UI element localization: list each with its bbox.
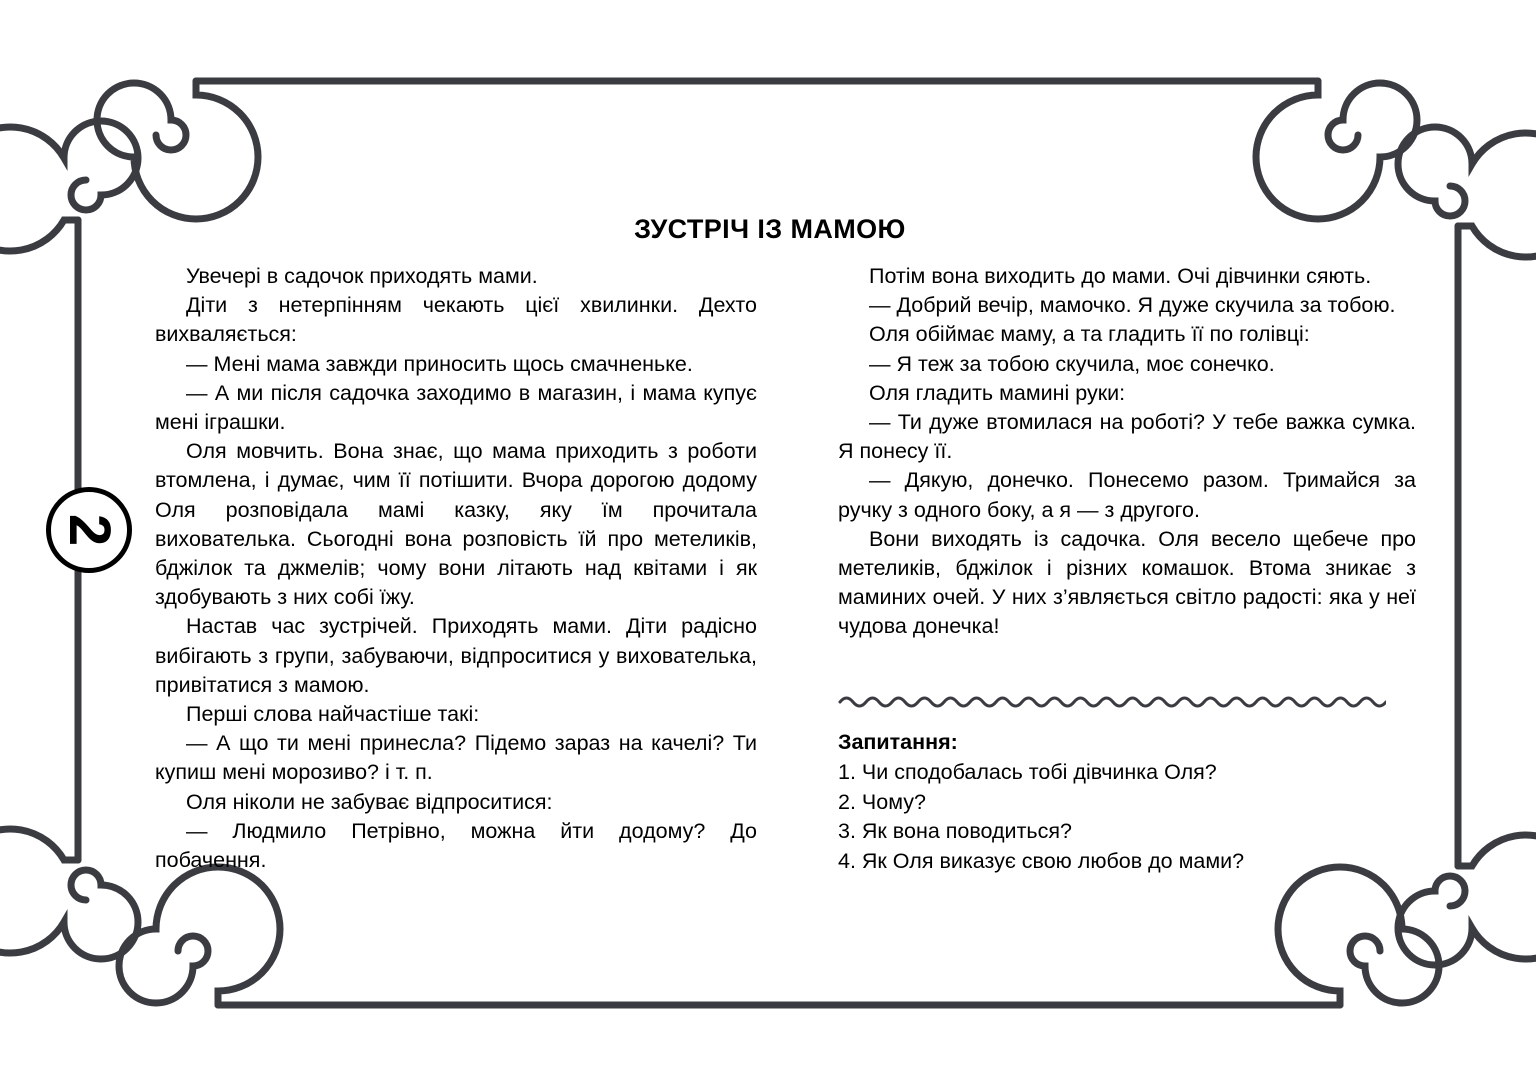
paragraph: Перші слова найчастіше такі: [186,702,480,727]
left-text-column [155,262,757,875]
right-text-column [838,262,1416,642]
question-item: 4. Як Оля виказує свою любов до мами? [838,848,1245,873]
paragraph: Оля ніколи не забуває відпроситися: [186,789,553,814]
paragraph: — Ти дуже втомилася на роботі? У тебе важка сумка. Я понесу її. [838,410,1416,464]
paragraph: — Я теж за тобою скучила, моє сонечко. [869,351,1275,376]
paragraph: Увечері в садочок приходять мами. [186,264,538,288]
paragraph: — Добрий вечір, мамочко. Я дуже скучила за тобою. [869,293,1396,318]
paragraph: — Дякую, донечко. Понесемо разом. Тримайся за ручку з одного боку, а я — з другого. [838,468,1416,522]
paragraph: Діти з нетерпінням чекають цієї хвилинки. Дехто вихваляється: [155,293,757,347]
page-title: ЗУСТРІЧ ІЗ МАМОЮ [634,214,906,245]
paragraph: Оля обіймає маму, а та гладить її по голівці: [869,322,1310,347]
paragraph: Настав час зустрічей. Приходять мами. Діти радісно вибігають з групи, забуваючи, відпроситися у вихователька, привітатися з мамою. [155,614,757,697]
paragraph: — А що ти мені принесла? Підемо зараз на качелі? Ти купиш мені морозиво? і т. п. [155,731,757,785]
paragraph: — Людмило Петрівно, можна йти додому? До побачення. [155,818,757,873]
paragraph: Оля мовчить. Вона знає, що мама приходить з роботи втомлена, і думає, чим її потішити. Вчора дорогою додому Оля розповідала мамі казку, яку їм прочитала вихователька. Сьогодні вона розповість їй про метеликів, бджілок та джмелів; чому вони літають над квітами і як здобувають з них собі їжу. [155,439,757,610]
paragraph: — Мені мама завжди приносить щось смачненьке. [186,351,693,376]
questions-heading: Запитання: [838,730,958,754]
questions-block [838,728,1416,876]
paragraph: Потім вона виходить до мами. Очі дівчинки сяють. [869,264,1372,288]
page-number-badge [46,487,132,573]
question-item: 3. Як вона поводиться? [838,819,1072,844]
paragraph: — А ми після садочка заходимо в магазин, і мама купує мені іграшки. [155,380,757,435]
question-item: 2. Чому? [838,789,926,814]
paragraph: Вони виходять із садочка. Оля весело щебече про метеликів, бджілок і різних комашок. Втома зникає з маминих очей. У них з’являється світло радості: яка у неї чудова донечка! [838,526,1416,639]
paragraph: Оля гладить мамині руки: [869,380,1126,405]
wavy-divider [838,691,1386,713]
page-number-value: 2 [56,513,122,547]
question-item: 1. Чи сподобалась тобі дівчинка Оля? [838,760,1217,785]
